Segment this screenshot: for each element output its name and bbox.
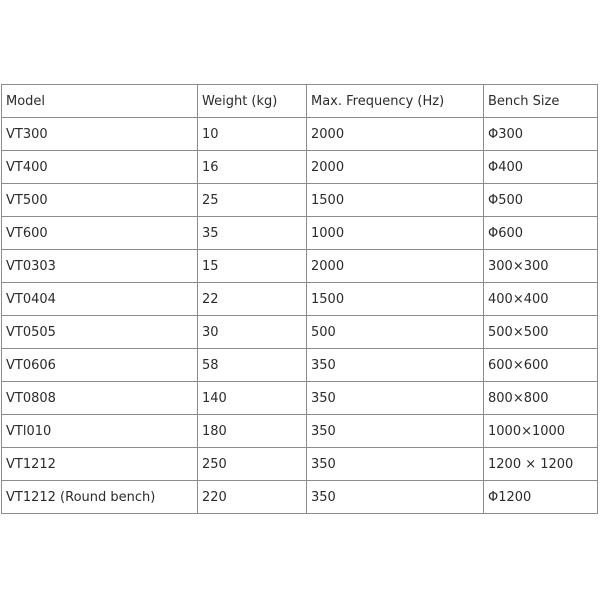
table-row	[2, 151, 598, 184]
cell-bench-size: 1200 × 1200	[484, 448, 598, 481]
cell-weight: 22	[198, 283, 307, 316]
cell-model: VT300	[2, 118, 198, 151]
cell-max-frequency: 2000	[307, 250, 484, 283]
table-row	[2, 415, 598, 448]
table-row	[2, 217, 598, 250]
cell-bench-size: 800×800	[484, 382, 598, 415]
cell-model: VT400	[2, 151, 198, 184]
cell-model: VT500	[2, 184, 198, 217]
table-row	[2, 283, 598, 316]
header-model: Model	[2, 85, 198, 118]
cell-max-frequency: 350	[307, 448, 484, 481]
spec-table	[1, 84, 598, 514]
cell-max-frequency: 500	[307, 316, 484, 349]
cell-bench-size: Φ500	[484, 184, 598, 217]
table-row	[2, 349, 598, 382]
cell-weight: 220	[198, 481, 307, 514]
cell-bench-size: Φ600	[484, 217, 598, 250]
cell-model: VT0303	[2, 250, 198, 283]
cell-max-frequency: 1000	[307, 217, 484, 250]
header-max-frequency: Max. Frequency (Hz)	[307, 85, 484, 118]
cell-max-frequency: 350	[307, 382, 484, 415]
cell-model: VT600	[2, 217, 198, 250]
cell-bench-size: Φ400	[484, 151, 598, 184]
cell-max-frequency: 2000	[307, 118, 484, 151]
cell-bench-size: 600×600	[484, 349, 598, 382]
cell-weight: 35	[198, 217, 307, 250]
cell-max-frequency: 2000	[307, 151, 484, 184]
cell-model: VTl010	[2, 415, 198, 448]
table-row	[2, 250, 598, 283]
table-row	[2, 184, 598, 217]
cell-model: VT1212 (Round bench)	[2, 481, 198, 514]
cell-weight: 15	[198, 250, 307, 283]
cell-bench-size: 1000×1000	[484, 415, 598, 448]
header-bench-size: Bench Size	[484, 85, 598, 118]
cell-model: VT0505	[2, 316, 198, 349]
header-weight: Weight (kg)	[198, 85, 307, 118]
table-row	[2, 118, 598, 151]
cell-max-frequency: 1500	[307, 184, 484, 217]
cell-bench-size: Φ300	[484, 118, 598, 151]
cell-weight: 250	[198, 448, 307, 481]
cell-weight: 58	[198, 349, 307, 382]
cell-max-frequency: 350	[307, 481, 484, 514]
cell-weight: 10	[198, 118, 307, 151]
cell-bench-size: 300×300	[484, 250, 598, 283]
cell-model: VT1212	[2, 448, 198, 481]
cell-model: VT0404	[2, 283, 198, 316]
table-row	[2, 316, 598, 349]
cell-max-frequency: 1500	[307, 283, 484, 316]
cell-bench-size: Φ1200	[484, 481, 598, 514]
cell-bench-size: 400×400	[484, 283, 598, 316]
cell-bench-size: 500×500	[484, 316, 598, 349]
cell-max-frequency: 350	[307, 349, 484, 382]
cell-max-frequency: 350	[307, 415, 484, 448]
cell-weight: 30	[198, 316, 307, 349]
cell-model: VT0808	[2, 382, 198, 415]
table-row	[2, 382, 598, 415]
cell-weight: 140	[198, 382, 307, 415]
cell-weight: 16	[198, 151, 307, 184]
cell-model: VT0606	[2, 349, 198, 382]
table-row	[2, 448, 598, 481]
table-header-row	[2, 85, 598, 118]
table-row	[2, 481, 598, 514]
cell-weight: 25	[198, 184, 307, 217]
cell-weight: 180	[198, 415, 307, 448]
